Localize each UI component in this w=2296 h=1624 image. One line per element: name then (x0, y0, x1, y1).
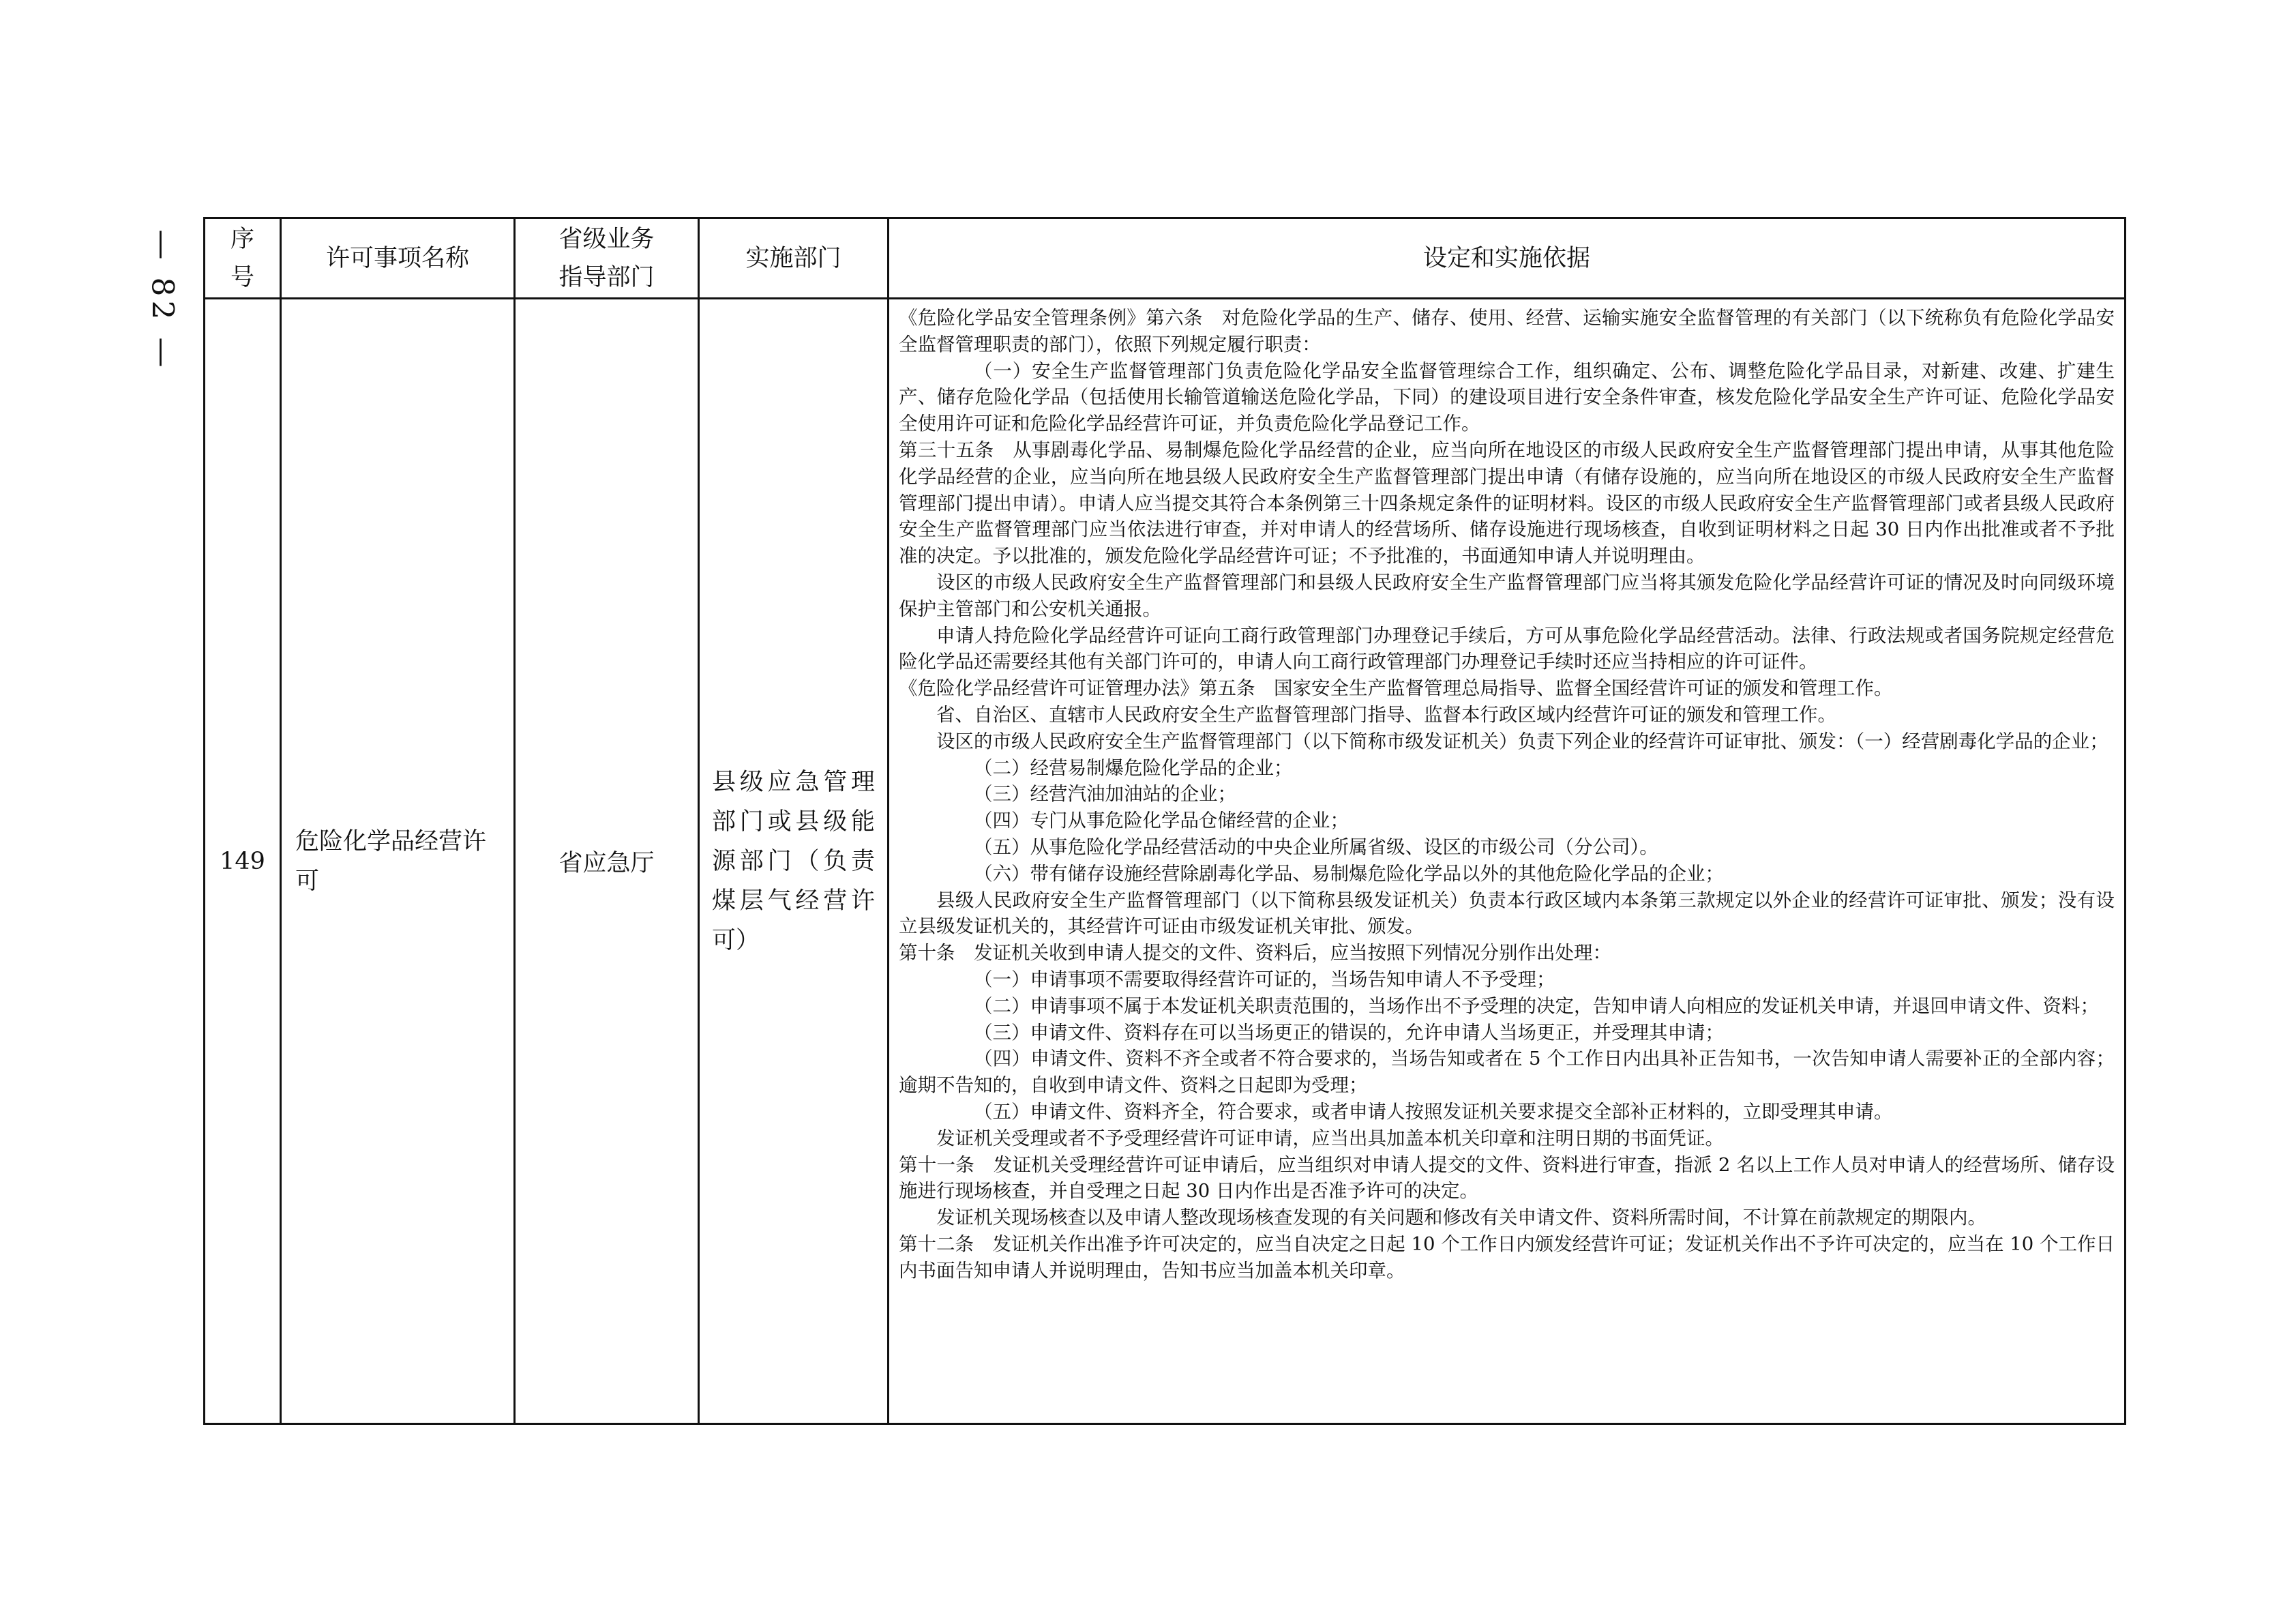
basis-paragraph: 《危险化学品安全管理条例》第六条 对危险化学品的生产、储存、使用、经营、运输实施安全监督管理的有关部门（以下统称负有危险化学品安全监督管理职责的部门），依照下列规定履行职责： (899, 307, 2115, 355)
basis-paragraph: （三）经营汽油加油站的企业； (974, 783, 1236, 806)
basis-paragraph: 省、自治区、直辖市人民政府安全生产监督管理部门指导、监督本行政区域内经营许可证的颁发和管理工作。 (936, 703, 1836, 726)
row-guide-dept: 省应急厅 (515, 299, 699, 1424)
basis-paragraph: 第十条 发证机关收到申请人提交的文件、资料后，应当按照下列情况分别作出处理： (899, 942, 1611, 964)
header-guide-dept: 省级业务指导部门 (515, 218, 699, 299)
basis-paragraph: 县级人民政府安全生产监督管理部门（以下简称县级发证机关）负责本行政区域内本条第三款规定以外企业的经营许可证审批、颁发；没有设立县级发证机关的，其经营许可证由市级发证机关审批、颁发。 (899, 889, 2115, 938)
row-permit-name-cell (281, 299, 515, 1424)
basis-paragraph: （二）经营易制爆危险化学品的企业； (974, 756, 1293, 779)
basis-paragraph: 设区的市级人民政府安全生产监督管理部门和县级人民政府安全生产监督管理部门应当将其颁发危险化学品经营许可证的情况及时向同级环境保护主管部门和公安机关通报。 (899, 571, 2115, 620)
basis-paragraph: 第十二条 发证机关作出准予许可决定的，应当自决定之日起 10 个工作日内颁发经营许可证；发证机关作出不予许可决定的，应当在 10 个工作日内书面告知申请人并说明理由，告知书应当加盖本机关印章。 (899, 1232, 2115, 1282)
basis-paragraph: （五）申请文件、资料齐全，符合要求，或者申请人按照发证机关要求提交全部补正材料的，立即受理其申请。 (974, 1100, 1893, 1123)
basis-paragraph: 第三十五条 从事剧毒化学品、易制爆危险化学品经营的企业，应当向所在地设区的市级人民政府安全生产监督管理部门提出申请，从事其他危险化学品经营的企业，应当向所在地县级人民政府安全生产监督管理部门提出申请（有储存设施的，应当向所在地设区的市级人民政府安全生产监督管理部门提出申请）。申请人应当提交其符合本条例第三十四条规定条件的证明材料。设区的市级人民政府安全生产监督管理部门或者县级人民政府安全生产监督管理部门应当依法进行审查，并对申请人的经营场所、储存设施进行现场核查，自收到证明材料之日起 30 日内作出批准或者不予批准的决定。予以批准的，颁发危险化学品经营许可证；不予批准的，书面通知申请人并说明理由。 (899, 439, 2115, 567)
basis-paragraph: 发证机关现场核查以及申请人整改现场核查发现的有关问题和修改有关申请文件、资料所需时间，不计算在前款规定的期限内。 (936, 1207, 1986, 1229)
table-row (205, 299, 2126, 1424)
basis-paragraph: （二）申请事项不属于本发证机关职责范围的，当场作出不予受理的决定，告知申请人向相应的发证机关申请，并退回申请文件、资料； (974, 994, 2099, 1017)
header-index: 序号 (205, 218, 281, 299)
basis-paragraph: （五）从事危险化学品经营活动的中央企业所属省级、设区的市级公司（分公司）。 (974, 836, 1658, 858)
header-basis: 设定和实施依据 (889, 218, 2126, 299)
header-permit-name: 许可事项名称 (281, 218, 515, 299)
basis-paragraph: （一）安全生产监督管理部门负责危险化学品安全监督管理综合工作，组织确定、公布、调整危险化学品目录，对新建、改建、扩建生产、储存危险化学品（包括使用长输管道输送危险化学品，下同）的建设项目进行安全条件审查，核发危险化学品安全生产许可证、危险化学品安全使用许可证和危险化学品经营许可证，并负责危险化学品登记工作。 (899, 359, 2115, 435)
basis-paragraph: （四）专门从事危险化学品仓储经营的企业； (974, 810, 1349, 832)
row-impl-dept: 县级应急管理部门或县级能源部门（负责煤层气经营许可） (712, 768, 875, 954)
page-number-text: — 82 — (145, 229, 180, 371)
row-basis (889, 299, 2126, 1424)
basis-paragraph: 申请人持危险化学品经营许可证向工商行政管理部门办理登记手续后，方可从事危险化学品经营活动。法律、行政法规或者国务院规定经营危险化学品还需要经其他有关部门许可的，申请人向工商行政管理部门办理登记手续时还应当持相应的许可证件。 (899, 624, 2115, 673)
basis-paragraph: （一）申请事项不需要取得经营许可证的，当场告知申请人不予受理； (974, 968, 1555, 990)
basis-text (899, 305, 2115, 1284)
basis-paragraph: 《危险化学品经营许可证管理办法》第五条 国家安全生产监督管理总局指导、监督全国经营许可证的颁发和管理工作。 (899, 677, 1893, 700)
basis-paragraph: 发证机关受理或者不予受理经营许可证申请，应当出具加盖本机关印章和注明日期的书面凭证。 (936, 1127, 1724, 1149)
row-index: 149 (205, 299, 281, 1424)
basis-paragraph: （四）申请文件、资料不齐全或者不符合要求的，当场告知或者在 5 个工作日内出具补正告知书，一次告知申请人需要补正的全部内容；逾期不告知的，自收到申请文件、资料之日起即为受理； (899, 1048, 2115, 1097)
permit-table (203, 217, 2126, 1425)
table-header-row (205, 218, 2126, 299)
row-permit-name: 危险化学品经营许可 (295, 827, 487, 895)
row-impl-dept-cell (699, 299, 889, 1424)
basis-paragraph: 设区的市级人民政府安全生产监督管理部门（以下简称市级发证机关）负责下列企业的经营许可证审批、颁发：（一）经营剧毒化学品的企业； (936, 730, 2108, 752)
page-number (135, 218, 190, 382)
header-impl-dept: 实施部门 (699, 218, 889, 299)
basis-paragraph: （三）申请文件、资料存在可以当场更正的错误的，允许申请人当场更正，并受理其申请； (974, 1021, 1724, 1044)
basis-paragraph: 第十一条 发证机关受理经营许可证申请后，应当组织对申请人提交的文件、资料进行审查，指派 2 名以上工作人员对申请人的经营场所、储存设施进行现场核查，并自受理之日起 30 日内作出是否准予许可的决定。 (899, 1153, 2115, 1202)
basis-paragraph: （六）带有储存设施经营除剧毒化学品、易制爆危险化学品以外的其他危险化学品的企业； (974, 862, 1724, 885)
